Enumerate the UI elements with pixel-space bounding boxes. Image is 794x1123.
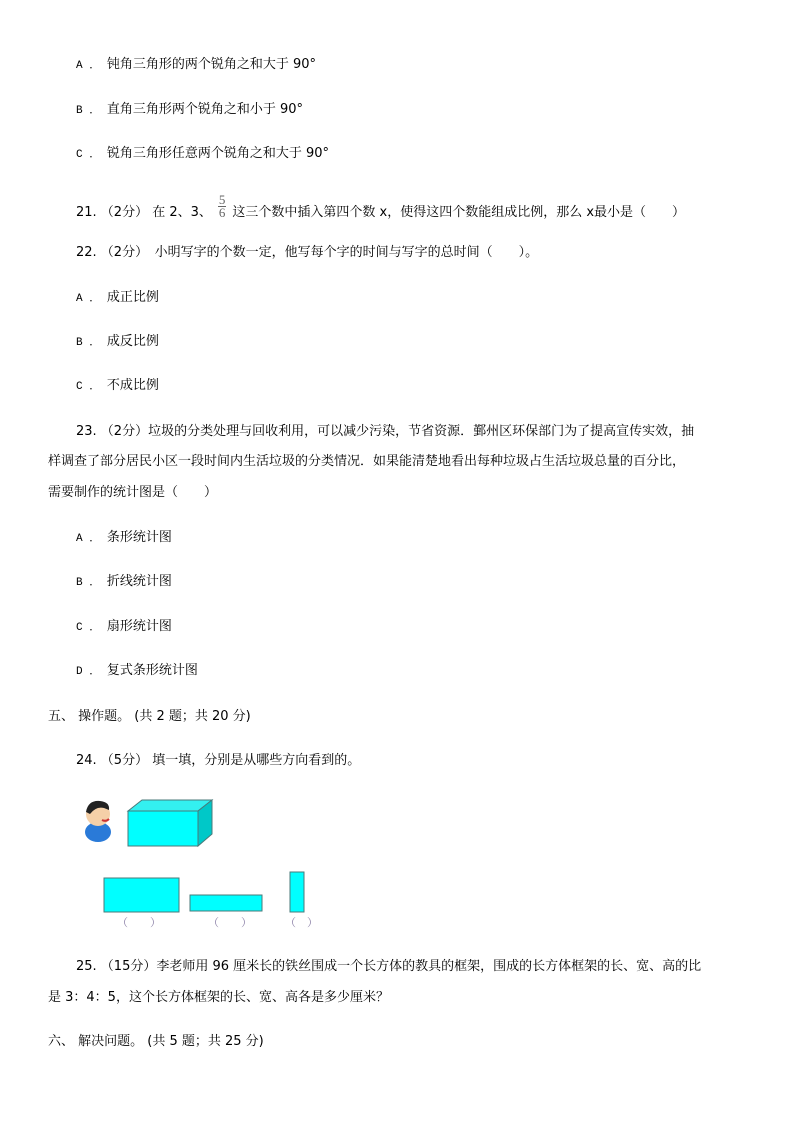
- section-5-title: 五、 操作题。 (共 2 题；共 20 分): [48, 709, 251, 724]
- option-letter: C: [76, 149, 83, 161]
- q21-suffix: 这三个数中插入第四个数 x，使得这四个数能组成比例，那么 x最小是（ ）: [232, 205, 686, 220]
- q23-option-d: D ． 复式条形统计图: [76, 663, 198, 678]
- boy-icon: [85, 801, 111, 842]
- blank-2[interactable]: （ ）: [208, 916, 252, 929]
- blank-3[interactable]: （ ）: [285, 916, 318, 929]
- question-25-line-2: 是 3：4：5，这个长方体框架的长、宽、高各是多少厘米？: [48, 990, 389, 1005]
- view-side: [290, 872, 304, 912]
- section-6-title: 六、 解决问题。 (共 5 题；共 25 分): [48, 1034, 264, 1049]
- q23-option-a: A ． 条形统计图: [76, 530, 172, 545]
- q23-option-b: B ． 折线统计图: [76, 574, 172, 589]
- option-letter: B: [76, 105, 83, 117]
- question-23-line-2: 样调查了部分居民小区一段时间内生活垃圾的分类情况．如果能清楚地看出每种垃圾占生活垃圾总量的百分比，: [48, 454, 686, 469]
- question-25-line-1: 25. （15分）李老师用 96 厘米长的铁丝围成一个长方体的教具的框架，围成的长方体框架的长、宽、高的比: [76, 959, 702, 974]
- q22-option-c: C ． 不成比例: [76, 378, 159, 393]
- blank-1[interactable]: （ ）: [117, 916, 161, 929]
- question-22: 22. （2分） 小明写字的个数一定，他写每个字的时间与写字的总时间（ ）。: [76, 245, 539, 260]
- question-23-line-3: 需要制作的统计图是（ ）: [48, 485, 218, 500]
- option-letter: A: [76, 60, 83, 72]
- q20-option-a: A ． 钝角三角形的两个锐角之和大于 90°: [76, 57, 316, 72]
- q22-option-b: B ． 成反比例: [76, 334, 159, 349]
- q21-prefix: 21. （2分） 在 2、3、: [76, 205, 212, 220]
- option-text: 钝角三角形的两个锐角之和大于 90°: [106, 57, 316, 72]
- cuboid-icon: [128, 800, 212, 846]
- option-text: 直角三角形两个锐角之和小于 90°: [106, 102, 303, 117]
- q23-option-c: C ． 扇形统计图: [76, 619, 172, 634]
- question-24: 24. （5分） 填一填，分别是从哪些方向看到的。: [76, 753, 361, 768]
- question-21: [76, 192, 686, 225]
- q20-option-c: C ． 锐角三角形任意两个锐角之和大于 90°: [76, 146, 329, 161]
- q22-option-a: A ． 成正比例: [76, 290, 159, 305]
- fraction: $\frac{5}{6}$: [218, 192, 226, 220]
- question-23-line-1: 23. （2分）垃圾的分类处理与回收利用，可以减少污染，节省资源．鄞州区环保部门为了提高宣传实效，抽: [76, 424, 695, 439]
- view-front: [104, 878, 179, 912]
- view-top: [190, 895, 262, 911]
- q20-option-b: B ． 直角三角形两个锐角之和小于 90°: [76, 102, 303, 117]
- option-text: 锐角三角形任意两个锐角之和大于 90°: [106, 146, 329, 161]
- views-figure: [76, 794, 326, 934]
